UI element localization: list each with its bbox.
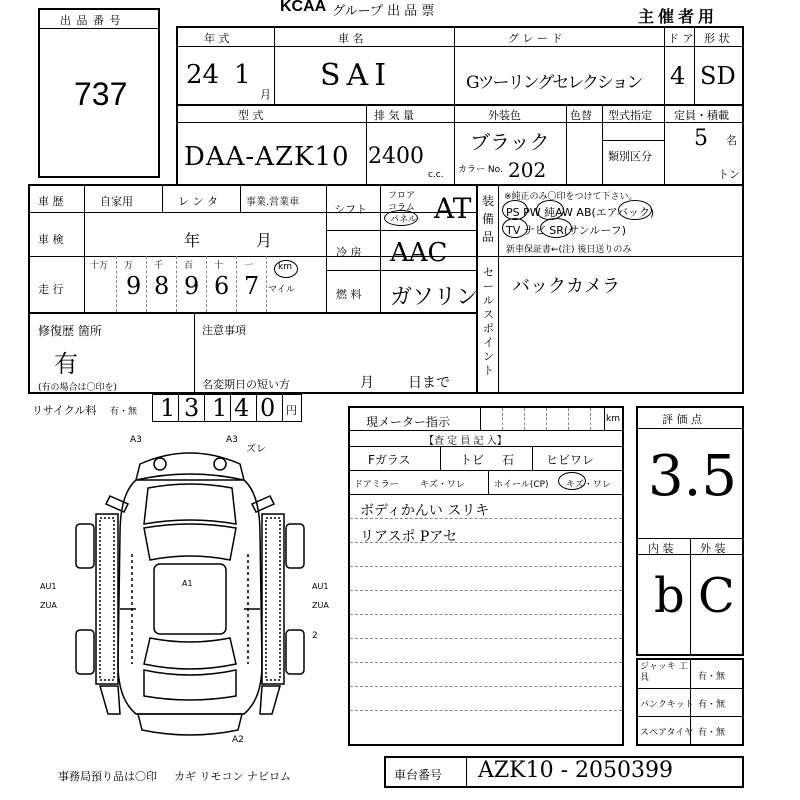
glass-label: Fガラス [368, 453, 411, 467]
door-value: 4 [670, 62, 686, 90]
mirror-option: キズ・ワレ [420, 480, 465, 490]
car-name-value: SAI [320, 58, 393, 93]
equipment-box [476, 184, 744, 394]
mark-rear: A2 [232, 735, 244, 745]
color-code-value: 202 [508, 158, 547, 182]
recycle-unit: 円 [286, 404, 297, 417]
jack-label: ジャッキ 工 具 [640, 662, 688, 683]
exterior-grade: C [698, 568, 735, 624]
vehicle-info-grid [176, 26, 744, 186]
mark-right-side2: ZUA [312, 601, 329, 610]
mark-right-side: AU1 [312, 582, 329, 591]
organizer-label: 主催者用 [638, 7, 719, 26]
evaluation-box [636, 406, 744, 656]
history-rental: レ ン タ [178, 195, 218, 208]
expiry-day-unit: 日まで [408, 375, 450, 391]
inspector-title: 【査 定 員 記 入】 [424, 436, 507, 447]
notes-label: 注意事項 [202, 324, 246, 337]
model-desig-label: 型式指定 [608, 109, 652, 122]
color-value: ブラック [470, 130, 550, 154]
mark-front-left: A3 [130, 435, 142, 445]
form-header [240, 0, 570, 18]
brand-logo: KCAA [280, 0, 327, 15]
equipment-line3: 新車保証書←(注) 後日送りのみ [506, 245, 632, 255]
expiry-label: 名変期日の短い方 [202, 378, 290, 391]
class-label: 類別区分 [608, 150, 652, 163]
wheel-option: キズ・ワレ [566, 480, 611, 490]
history-private: 自家用 [100, 195, 133, 208]
form-title: グループ 出 品 票 [332, 4, 435, 19]
spare-label: スペアタイヤ [640, 728, 694, 738]
ac-label: 冷 房 [336, 246, 362, 259]
wheel-label: ホイール(CP) [494, 480, 549, 490]
tools-box [636, 658, 744, 746]
lot-number: 737 [74, 76, 128, 112]
grade-value: Gツーリングセレクション [466, 73, 642, 93]
meter-label: 現メーター指示 [366, 415, 451, 429]
cc-unit: c.c. [428, 170, 444, 180]
office-text: 事務局預り品は〇印 [58, 770, 157, 783]
cc-value: 2400 [368, 144, 424, 169]
equipment-label: 装 備 品 [482, 194, 495, 244]
history-grid: 車 歴 自家用 レ ン タ 事業.営業車 車 検 年 月 走 行 十万 万 9 千 8 百 9 十 6 一 7 km マイル シフト フロア コラム パネル AT 冷 房 AAC 燃 料 ガソリン [28, 184, 478, 314]
shape-label: 形 状 [704, 32, 730, 45]
mark-rear-side: 2 [312, 631, 318, 641]
mark-front-note: ズレ [246, 444, 266, 455]
mile-unit: マイル [268, 285, 295, 295]
grade-label: グ レ ー ド [508, 32, 563, 45]
chassis-number: AZK10 - 2050399 [478, 758, 674, 783]
exterior-label: 外 装 [700, 542, 726, 555]
sales-label: セールスポイント [483, 266, 494, 377]
jack-option: 有・無 [698, 672, 726, 682]
mark-front-right: A3 [226, 435, 238, 445]
inspector-box [348, 406, 624, 746]
fuel-label: 燃 料 [336, 288, 362, 301]
equipment-line1: PS PW 純AW AB(エアバック) [506, 206, 655, 219]
shape-value: SD [700, 62, 736, 90]
evaluation-score: 3.5 [648, 444, 738, 509]
lot-label: 出 品 番 号 [60, 14, 122, 27]
recycle-label: リサイクル料 [32, 404, 97, 417]
cc-label: 排 気 量 [374, 109, 414, 122]
door-label: ド ア [668, 32, 694, 45]
recycle-option: 有・無 [110, 407, 138, 417]
office-items: カギ リモコン ナビロム [174, 770, 291, 783]
inspector-remark-1: ボディかんい スリキ [360, 503, 490, 519]
capacity-label: 定員・積載 [674, 109, 729, 122]
lot-box [38, 8, 160, 178]
chassis-label: 車台番号 [394, 768, 443, 782]
shift-value: AT [434, 192, 472, 225]
sales-value: バックカメラ [512, 276, 620, 297]
puncture-option: 有・無 [698, 700, 726, 710]
mileage-label: 走 行 [38, 283, 64, 296]
chassis-box [384, 756, 744, 788]
repaint-label: 色替 [570, 109, 592, 122]
puncture-label: パンクキット [640, 700, 694, 710]
car-damage-diagram [40, 424, 340, 764]
shaken-month-unit: 月 [256, 231, 273, 250]
repair-notes-box [28, 312, 478, 394]
month-unit: 月 [260, 88, 271, 101]
equipment-note: ※純正のみ〇印をつけて下さい。 [504, 192, 638, 202]
repair-label: 修復歴 箇所 [38, 324, 102, 338]
repair-value: 有 [54, 350, 78, 378]
km-unit: km [278, 262, 292, 272]
history-label: 車 歴 [38, 195, 64, 208]
capacity-unit: 名 [726, 134, 737, 147]
expiry-month-unit: 月 [360, 375, 374, 391]
glass-ishi: 石 [502, 453, 515, 467]
recycle-row: リサイクル料 有・無 1 3 1 4 0 円 [28, 394, 304, 422]
shaken-label: 車 検 [38, 233, 64, 246]
color-label: 外装色 [488, 109, 521, 122]
repair-note: (有の場合は〇印を) [38, 383, 118, 393]
interior-grade: b [654, 568, 685, 624]
model-label: 型 式 [238, 109, 264, 122]
mark-roof: A1 [182, 579, 193, 588]
shaken-year-unit: 年 [184, 231, 201, 250]
interior-label: 内 装 [648, 542, 674, 555]
meter-unit: km [606, 414, 620, 424]
fuel-value: ガソリン [390, 285, 479, 310]
history-business: 事業.営業車 [246, 197, 300, 208]
load-unit: トン [718, 168, 740, 181]
evaluation-label: 評 価 点 [662, 413, 702, 426]
inspector-remark-2: リアスポ Pアセ [360, 529, 458, 545]
model-value: DAA-AZK10 [184, 142, 350, 172]
glass-hibi: ヒビワレ [546, 453, 595, 467]
mirror-label: ドアミラー [354, 480, 399, 490]
spare-option: 有・無 [698, 728, 726, 738]
equipment-line2: TV ナビ SR(サンルーフ) [506, 224, 627, 237]
year-value: 24 [186, 60, 220, 90]
glass-tobi: トビ [460, 453, 485, 467]
mark-left-side2: ZUA [40, 601, 57, 610]
shift-label: シフト [334, 203, 367, 216]
color-code-label: カラー No. [458, 165, 503, 175]
ac-value: AAC [390, 238, 448, 268]
mileage-digits: 十万 万 9 千 8 百 9 十 6 一 7 km マイル [84, 256, 294, 312]
year-label: 年 式 [204, 32, 230, 45]
mark-left-side: AU1 [40, 582, 57, 591]
capacity-value: 5 [694, 126, 708, 151]
name-label: 車 名 [338, 32, 364, 45]
month-value: 1 [234, 60, 251, 90]
